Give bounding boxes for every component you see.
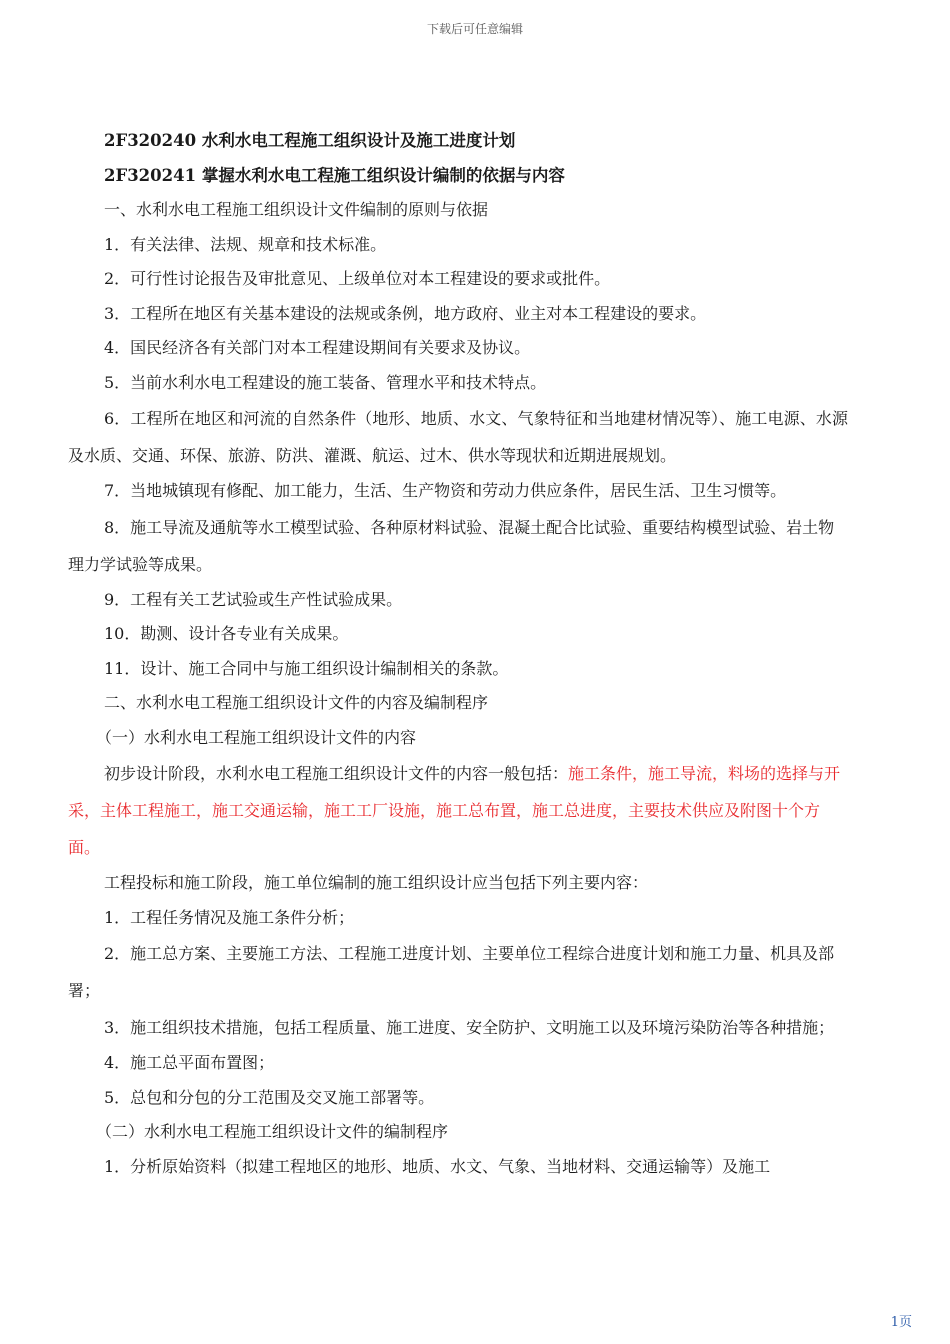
- highlighted-text: 施工条件，施工导流，料场的选择与开采，主体工程施工，施工交通运输，施工工厂设施，施工总布置，施工总进度，主要技术供应及附图十个方面。: [68, 764, 841, 857]
- section-title: 2F320240 水利水电工程施工组织设计及施工进度计划: [104, 131, 516, 150]
- page-header: 下载后可任意编辑: [426, 22, 523, 36]
- list-item: 5．总包和分包的分工范围及交叉施工部署等。: [104, 1087, 435, 1107]
- list-item: 11．设计、施工合同中与施工组织设计编制相关的条款。: [104, 658, 509, 678]
- list-item: 3．工程所在地区有关基本建设的法规或条例，地方政府、业主对本工程建设的要求。: [104, 303, 707, 323]
- list-item: 9．工程有关工艺试验或生产性试验成果。: [104, 589, 403, 609]
- list-item: 4．施工总平面布置图；: [104, 1053, 275, 1072]
- subsection-heading: （一）水利水电工程施工组织设计文件的内容: [96, 727, 417, 747]
- paragraph: [68, 755, 848, 866]
- list-item: 1．有关法律、法规、规章和技术标准。: [104, 234, 387, 254]
- list-item: 7．当地城镇现有修配、加工能力，生活、生产物资和劳动力供应条件，居民生活、卫生习惯等。: [104, 481, 787, 500]
- section-heading: 一、水利水电工程施工组织设计文件编制的原则与依据: [104, 200, 489, 219]
- list-item: 5．当前水利水电工程建设的施工装备、管理水平和技术特点。: [104, 372, 547, 392]
- list-item: 10．勘测、设计各专业有关成果。: [104, 624, 349, 643]
- paragraph-text: 初步设计阶段，水利水电工程施工组织设计文件的内容一般包括：: [104, 764, 569, 783]
- section-heading: 二、水利水电工程施工组织设计文件的内容及编制程序: [104, 693, 489, 712]
- subsection-title: 2F320241 掌握水利水电工程施工组织设计编制的依据与内容: [104, 165, 565, 185]
- list-item: 4．国民经济各有关部门对本工程建设期间有关要求及协议。: [104, 338, 531, 357]
- subsection-heading: （二）水利水电工程施工组织设计文件的编制程序: [96, 1122, 449, 1141]
- paragraph: 工程投标和施工阶段，施工单位编制的施工组织设计应当包括下列主要内容：: [104, 873, 649, 892]
- list-item: 1．工程任务情况及施工条件分析；: [104, 907, 355, 927]
- document-body: [68, 124, 848, 1184]
- list-item: 3．施工组织技术措施，包括工程质量、施工进度、安全防护、文明施工以及环境污染防治等各种措施；: [104, 1018, 835, 1037]
- list-item: 2．施工总方案、主要施工方法、工程施工进度计划、主要单位工程综合进度计划和施工力量、机具及部署；: [68, 944, 835, 1000]
- list-item: 1．分析原始资料（拟建工程地区的地形、地质、水文、气象、当地材料、交通运输等）及施工: [104, 1156, 771, 1176]
- list-item: 8．施工导流及通航等水工模型试验、各种原材料试验、混凝土配合比试验、重要结构模型试验、岩土物理力学试验等成果。: [68, 517, 835, 574]
- page-number: 1页: [890, 1315, 912, 1330]
- list-item: 2．可行性讨论报告及审批意见、上级单位对本工程建设的要求或批件。: [104, 269, 611, 288]
- list-item: 6．工程所在地区和河流的自然条件（地形、地质、水文、气象特征和当地建材情况等）、施工电源、水源及水质、交通、环保、旅游、防洪、灌溉、航运、过木、供水等现状和近期进展规划。: [68, 409, 848, 465]
